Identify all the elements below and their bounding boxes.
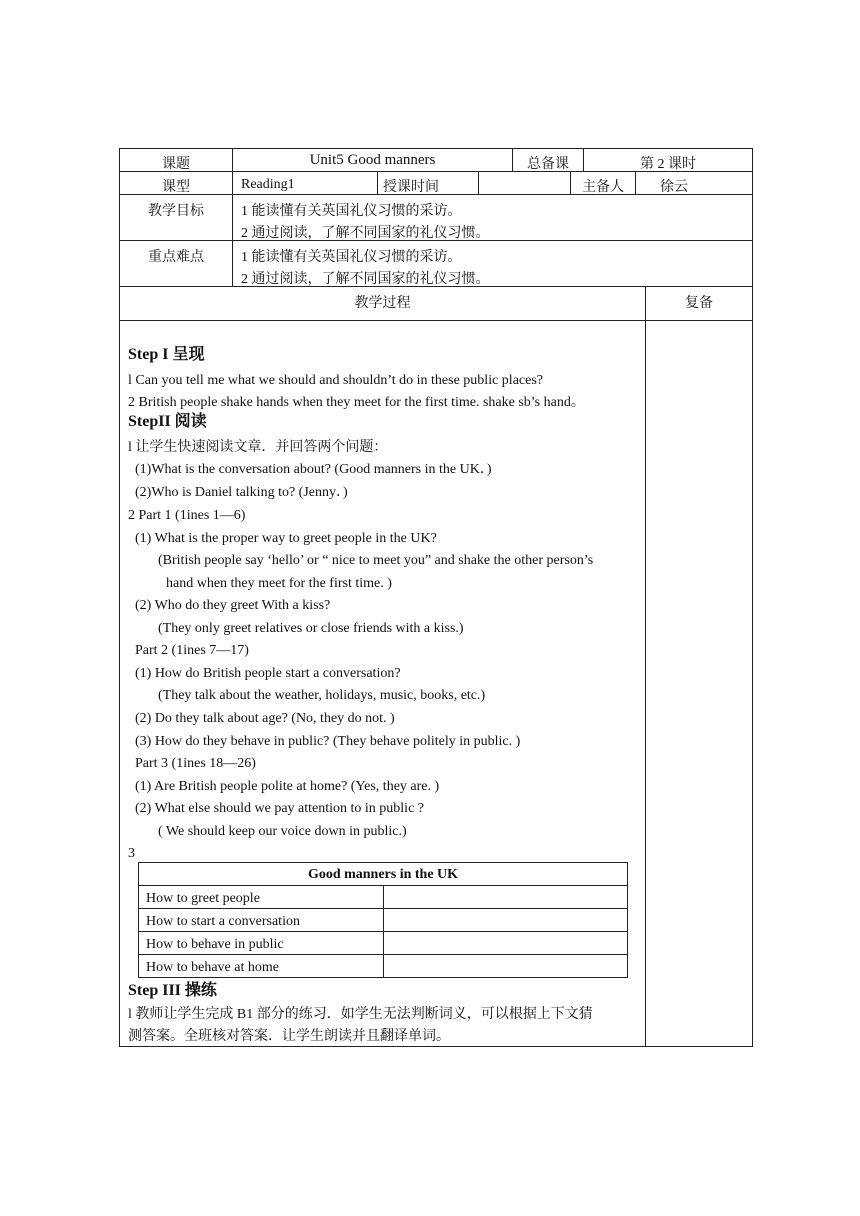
step2-line: (1) What is the proper way to greet people in the UK? [135, 531, 437, 546]
review-label-cell [645, 286, 753, 321]
step3-line: 测答案。全班核对答案．让学生朗读并且翻译单词。 [128, 1029, 450, 1044]
type-label-cell [119, 171, 233, 195]
goal-item: 1 能读懂有关英国礼仪习惯的采访。 [241, 204, 462, 219]
inner-table-row-answer [383, 954, 628, 978]
time-label-cell [377, 171, 479, 195]
total-label: 总备课 [527, 157, 569, 172]
step1-title: Step I 呈现 [128, 346, 205, 363]
inner-table-row-label-cell [138, 954, 384, 978]
step3-line: l 教师让学生完成 B1 部分的练习．如学生无法判断词义，可以根据上下文猜 [128, 1007, 593, 1022]
step2-line: 2 Part 1 (1ines 1—6) [128, 508, 246, 523]
inner-table-title-cell [138, 862, 628, 886]
step2-line: (British people say ‘hello’ or “ nice to meet you” and shake the other person’s [158, 553, 594, 568]
step2-line: (2) What else should we pay attention to in public ? [135, 801, 425, 816]
total-value: 第 2 课时 [640, 157, 696, 172]
goal-item: 2 通过阅读，了解不同国家的礼仪习惯。 [241, 226, 490, 241]
inner-table-row-label-cell [138, 908, 384, 932]
total-label-cell [512, 148, 584, 172]
total-value-cell [583, 148, 753, 172]
step1-line: 2 British people shake hands when they meet for the first time. shake sb’s hand。 [128, 395, 585, 410]
type-value-cell [232, 171, 378, 195]
step1-line: l Can you tell me what we should and shouldn’t do in these public places? [128, 373, 543, 388]
subject-label: 课题 [162, 157, 190, 172]
goals-label-cell [119, 194, 233, 241]
inner-table-row-answer [383, 908, 628, 932]
type-label: 课型 [162, 180, 190, 195]
step2-line: (1) How do British people start a conversation? [135, 666, 401, 681]
keypoint-item: 1 能读懂有关英国礼仪习惯的采访。 [241, 250, 462, 265]
inner-table-row-label: How to behave in public [146, 937, 284, 952]
step3-title: Step III 操练 [128, 982, 217, 999]
step2-line: (1) Are British people polite at home? (Yes, they are. ) [135, 779, 440, 794]
step2-line: (They talk about the weather, holidays, music, books, etc.) [158, 688, 486, 703]
step2-line: (They only greet relatives or close friends with a kiss.) [158, 621, 464, 636]
step2-line: l 让学生快速阅读文章．并回答两个问题： [128, 440, 388, 455]
step2-line: (2) Who do they greet With a kiss? [135, 598, 331, 613]
main-prep-label-cell [570, 171, 636, 195]
keypoint-item: 2 通过阅读，了解不同国家的礼仪习惯。 [241, 272, 490, 287]
time-value-cell [478, 171, 571, 195]
step2-line: 3 [128, 846, 135, 861]
step2-line: (2)Who is Daniel talking to? (Jenny．) [135, 485, 348, 500]
inner-table-row-answer [383, 931, 628, 955]
review-content-cell [645, 320, 753, 1047]
main-prep-label: 主备人 [582, 180, 624, 195]
subject-label-cell [119, 148, 233, 172]
step2-title: StepII 阅读 [128, 413, 207, 430]
review-label: 复备 [685, 296, 713, 311]
time-label: 授课时间 [383, 180, 439, 195]
keypoints-label: 重点难点 [148, 250, 204, 265]
inner-table-row-label: How to start a conversation [146, 914, 300, 929]
main-prep-value-cell [635, 171, 753, 195]
process-label: 教学过程 [354, 296, 411, 311]
goals-label: 教学目标 [148, 204, 204, 219]
inner-table-row-label: How to behave at home [146, 960, 279, 975]
subject-value-cell [232, 148, 513, 172]
inner-table-row-label-cell [138, 885, 384, 909]
step2-line: (1)What is the conversation about? (Good manners in the UK．) [135, 462, 492, 477]
step2-line: ( We should keep our voice down in public.) [158, 824, 407, 839]
step2-line: hand when they meet for the first time. ) [166, 576, 392, 591]
keypoints-label-cell [119, 240, 233, 287]
step2-line: Part 2 (1ines 7—17) [135, 643, 249, 658]
inner-table-title: Good manners in the UK [307, 867, 459, 882]
type-value: Reading1 [241, 177, 295, 192]
step2-line: (2) Do they talk about age? (No, they do not. ) [135, 711, 395, 726]
step2-line: (3) How do they behave in public? (They behave politely in public. ) [135, 734, 521, 749]
goals-content-cell [232, 194, 753, 241]
inner-table-row-answer [383, 885, 628, 909]
main-prep-value: 徐云 [660, 180, 688, 195]
step2-line: Part 3 (1ines 18—26) [135, 756, 256, 771]
subject-value: Unit5 Good manners [309, 152, 436, 168]
inner-table-row-label: How to greet people [146, 891, 260, 906]
inner-table-row-label-cell [138, 931, 384, 955]
keypoints-content-cell [232, 240, 753, 287]
process-label-cell [119, 286, 646, 321]
